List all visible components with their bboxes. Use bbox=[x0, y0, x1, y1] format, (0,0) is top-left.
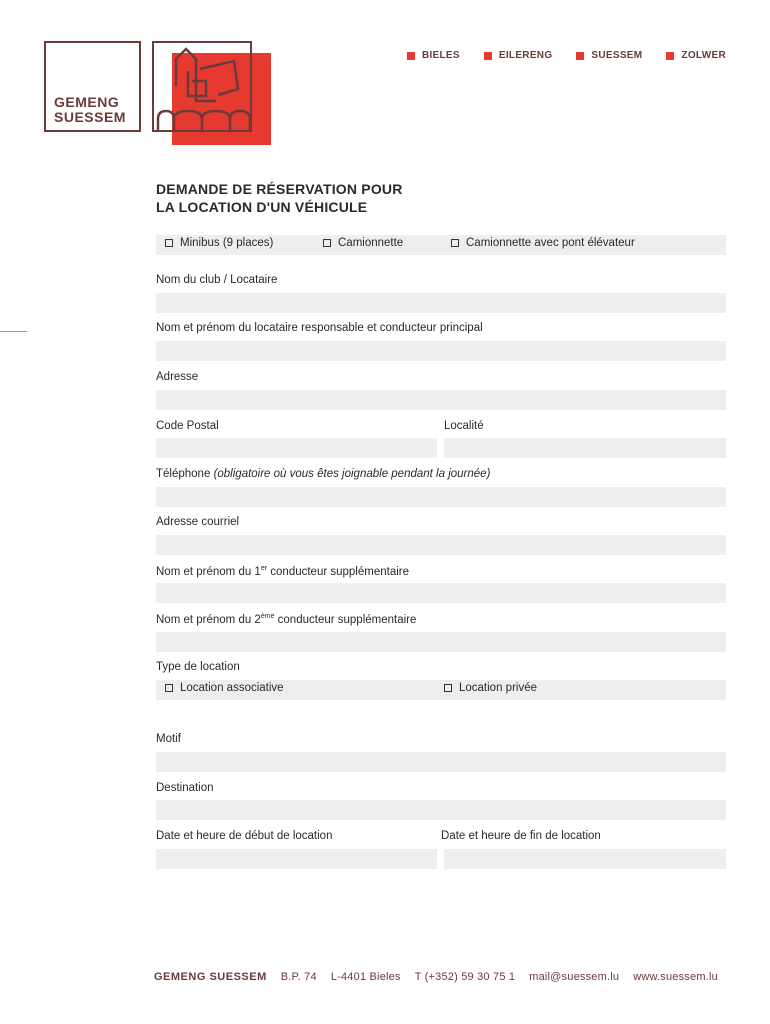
start-date-label: Date et heure de début de location bbox=[156, 830, 333, 842]
club-label: Nom du club / Locataire bbox=[156, 274, 278, 286]
destination-field[interactable] bbox=[156, 800, 726, 820]
logo-text: GEMENG SUESSEM bbox=[54, 94, 126, 125]
checkbox-icon[interactable] bbox=[323, 239, 331, 247]
motif-field[interactable] bbox=[156, 752, 726, 772]
start-date-field[interactable] bbox=[156, 849, 437, 869]
footer bbox=[154, 971, 718, 983]
nav-item-suessem: SUESSEM bbox=[576, 50, 642, 61]
footer-postal: L-4401 Bieles bbox=[330, 971, 401, 983]
square-icon bbox=[484, 52, 492, 60]
nav-item-bieles: BIELES bbox=[407, 50, 460, 61]
email-label: Adresse courriel bbox=[156, 516, 240, 528]
nav-item-zolwer: ZOLWER bbox=[666, 50, 726, 61]
footer-email[interactable]: mail@suessem.lu bbox=[529, 971, 620, 983]
destination-label: Destination bbox=[156, 782, 214, 794]
option-camionnette-pont[interactable]: Camionnette avec pont élévateur bbox=[451, 237, 635, 249]
responsible-label: Nom et prénom du locataire responsable et conducteur principal bbox=[156, 322, 483, 334]
checkbox-icon[interactable] bbox=[451, 239, 459, 247]
square-icon bbox=[576, 52, 584, 60]
option-minibus[interactable]: Minibus (9 places) bbox=[165, 237, 273, 249]
email-field[interactable] bbox=[156, 535, 726, 555]
square-icon bbox=[407, 52, 415, 60]
checkbox-icon[interactable] bbox=[165, 239, 173, 247]
square-icon bbox=[666, 52, 674, 60]
checkbox-icon[interactable] bbox=[444, 684, 452, 692]
phone-label: Téléphone (obligatoire où vous êtes joignable pendant la journée) bbox=[156, 468, 491, 480]
option-camionnette[interactable]: Camionnette bbox=[323, 237, 403, 249]
address-field[interactable] bbox=[156, 390, 726, 410]
emblem-icon bbox=[152, 41, 272, 145]
address-label: Adresse bbox=[156, 371, 199, 383]
driver1-label: Nom et prénom du 1er conducteur supplémentaire bbox=[156, 565, 409, 578]
checkbox-icon[interactable] bbox=[165, 684, 173, 692]
footer-bp: B.P. 74 bbox=[280, 971, 317, 983]
motif-label: Motif bbox=[156, 733, 181, 745]
driver2-label: Nom et prénom du 2ème conducteur supplémentaire bbox=[156, 613, 417, 626]
page-title: DEMANDE DE RÉSERVATION POUR LA LOCATION D'UN VÉHICULE bbox=[156, 181, 403, 215]
driver2-field[interactable] bbox=[156, 632, 726, 652]
driver1-field[interactable] bbox=[156, 583, 726, 603]
footer-web[interactable]: www.suessem.lu bbox=[633, 971, 718, 983]
phone-field[interactable] bbox=[156, 487, 726, 507]
end-date-label: Date et heure de fin de location bbox=[441, 830, 601, 842]
option-location-privee[interactable]: Location privée bbox=[444, 682, 537, 694]
nav-item-eilereng: EILERENG bbox=[484, 50, 553, 61]
footer-org: GEMENG SUESSEM bbox=[154, 971, 267, 983]
locality-label: Localité bbox=[444, 420, 484, 432]
postal-code-label: Code Postal bbox=[156, 420, 219, 432]
option-location-associative[interactable]: Location associative bbox=[165, 682, 284, 694]
locality-field[interactable] bbox=[444, 438, 726, 458]
phone-note: (obligatoire où vous êtes joignable pendant la journée) bbox=[213, 468, 491, 480]
rental-type-label: Type de location bbox=[156, 661, 240, 673]
logo bbox=[44, 41, 141, 132]
end-date-field[interactable] bbox=[444, 849, 726, 869]
club-field[interactable] bbox=[156, 293, 726, 313]
fold-mark bbox=[0, 331, 27, 332]
postal-code-field[interactable] bbox=[156, 438, 437, 458]
commune-nav bbox=[407, 50, 726, 61]
footer-phone: T (+352) 59 30 75 1 bbox=[414, 971, 516, 983]
responsible-field[interactable] bbox=[156, 341, 726, 361]
